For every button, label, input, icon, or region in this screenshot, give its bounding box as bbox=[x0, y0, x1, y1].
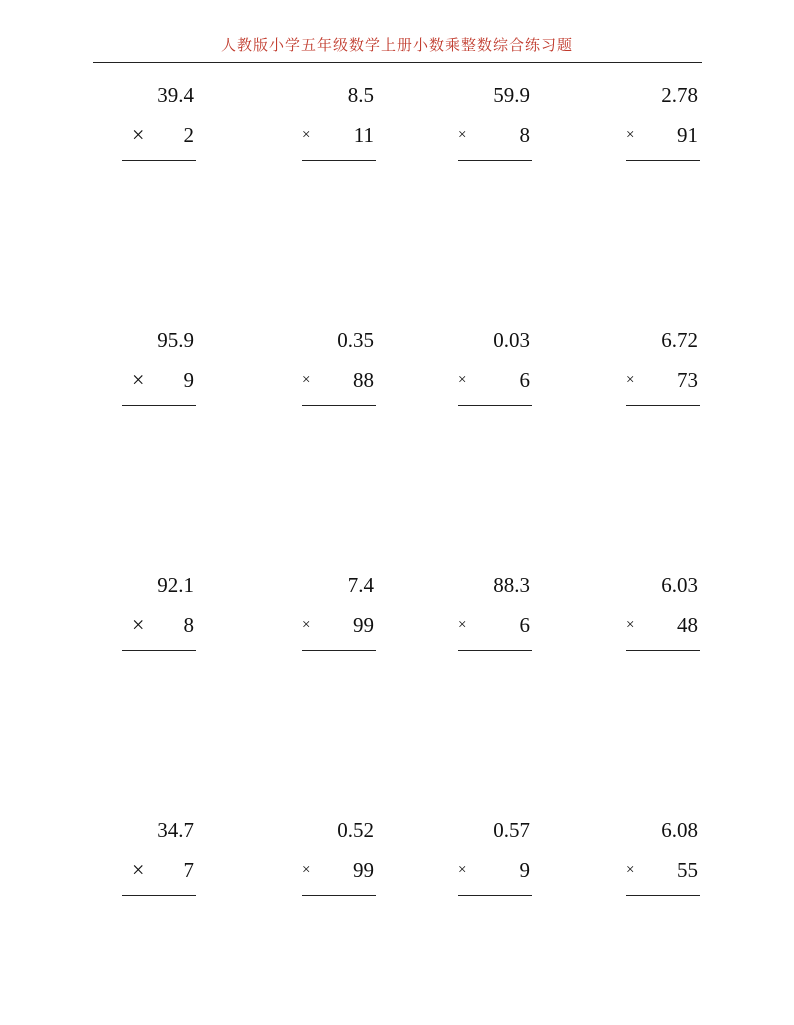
multiplier: 99 bbox=[353, 858, 374, 882]
problem-item bbox=[458, 82, 532, 162]
times-sign: × bbox=[458, 127, 467, 143]
answer-line bbox=[458, 895, 532, 896]
multiplier: 6 bbox=[519, 368, 530, 392]
times-sign: × bbox=[458, 617, 467, 633]
multiplicand: 2.78 bbox=[661, 83, 698, 107]
times-sign: × bbox=[132, 612, 145, 637]
answer-line bbox=[302, 895, 376, 896]
problem-item bbox=[458, 572, 532, 652]
times-sign: × bbox=[302, 862, 311, 878]
problem-item bbox=[122, 817, 196, 897]
multiplier: 88 bbox=[353, 368, 374, 392]
multiplier: 7 bbox=[183, 858, 194, 882]
multiplier: 6 bbox=[519, 613, 530, 637]
multiplicand: 59.9 bbox=[493, 83, 530, 107]
header-divider bbox=[93, 62, 702, 63]
multiplier: 2 bbox=[183, 123, 194, 147]
times-sign: × bbox=[626, 617, 635, 633]
multiplicand: 39.4 bbox=[157, 83, 194, 107]
answer-line bbox=[122, 895, 196, 896]
problem-item bbox=[458, 817, 532, 897]
multiplier: 8 bbox=[519, 123, 530, 147]
multiplicand: 0.57 bbox=[493, 818, 530, 842]
times-sign: × bbox=[132, 367, 145, 392]
times-sign: × bbox=[626, 862, 635, 878]
multiplicand: 0.03 bbox=[493, 328, 530, 352]
times-sign: × bbox=[458, 372, 467, 388]
multiplier: 55 bbox=[677, 858, 698, 882]
times-sign: × bbox=[132, 857, 145, 882]
times-sign: × bbox=[302, 617, 311, 633]
problem-item bbox=[458, 327, 532, 407]
problem-item bbox=[626, 327, 700, 407]
times-sign: × bbox=[626, 372, 635, 388]
problem-item bbox=[122, 82, 196, 162]
problem-item bbox=[626, 572, 700, 652]
multiplicand: 95.9 bbox=[157, 328, 194, 352]
problem-item bbox=[302, 327, 376, 407]
multiplicand: 0.52 bbox=[337, 818, 374, 842]
answer-line bbox=[458, 160, 532, 161]
problem-item bbox=[122, 327, 196, 407]
problem-item bbox=[626, 817, 700, 897]
multiplier: 9 bbox=[519, 858, 530, 882]
multiplicand: 8.5 bbox=[347, 83, 374, 107]
multiplier: 11 bbox=[353, 123, 374, 147]
problem-item bbox=[302, 572, 376, 652]
answer-line bbox=[302, 650, 376, 651]
answer-line bbox=[458, 405, 532, 406]
answer-line bbox=[122, 160, 196, 161]
answer-line bbox=[302, 160, 376, 161]
times-sign: × bbox=[302, 127, 311, 143]
multiplier: 73 bbox=[677, 368, 698, 392]
multiplicand: 34.7 bbox=[157, 818, 194, 842]
multiplier: 99 bbox=[353, 613, 374, 637]
problem-item bbox=[626, 82, 700, 162]
times-sign: × bbox=[302, 372, 311, 388]
answer-line bbox=[626, 160, 700, 161]
multiplicand: 6.08 bbox=[661, 818, 698, 842]
times-sign: × bbox=[458, 862, 467, 878]
answer-line bbox=[302, 405, 376, 406]
multiplier: 9 bbox=[183, 368, 194, 392]
multiplicand: 0.35 bbox=[337, 328, 374, 352]
times-sign: × bbox=[132, 122, 145, 147]
multiplicand: 92.1 bbox=[157, 573, 194, 597]
multiplicand: 6.72 bbox=[661, 328, 698, 352]
page-title: 人教版小学五年级数学上册小数乘整数综合练习题 bbox=[220, 36, 573, 54]
problem-item bbox=[302, 817, 376, 897]
problem-item bbox=[122, 572, 196, 652]
multiplicand: 7.4 bbox=[347, 573, 374, 597]
problem-item bbox=[302, 82, 376, 162]
multiplier: 91 bbox=[677, 123, 698, 147]
answer-line bbox=[626, 405, 700, 406]
answer-line bbox=[122, 405, 196, 406]
answer-line bbox=[626, 650, 700, 651]
times-sign: × bbox=[626, 127, 635, 143]
multiplicand: 6.03 bbox=[661, 573, 698, 597]
answer-line bbox=[626, 895, 700, 896]
answer-line bbox=[122, 650, 196, 651]
multiplier: 8 bbox=[183, 613, 194, 637]
multiplier: 48 bbox=[677, 613, 698, 637]
multiplicand: 88.3 bbox=[493, 573, 530, 597]
answer-line bbox=[458, 650, 532, 651]
